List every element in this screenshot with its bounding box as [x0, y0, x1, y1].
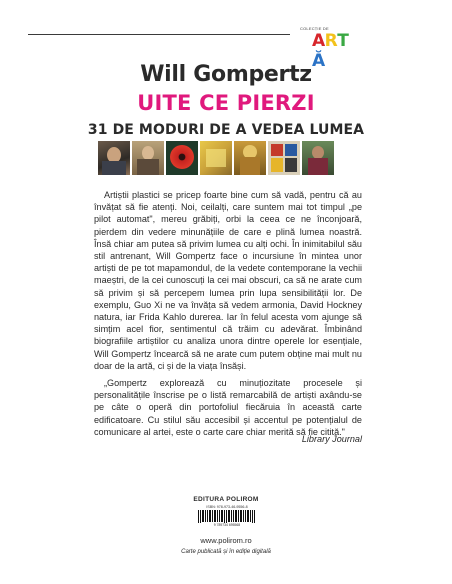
description-paragraph: Artiștii plastici se pricep foarte bine cum să vadă, pentru că au învățat să fie atenți. Noi, ceilalți, care suntem mai tot timpul „pe pilot automat", mereu grăbiți, orbi la ceea ce ne înconjoară, pierdem din vedere minunățiile de care e plină lumea noastră. Însă chiar am putea să privim lumea cu alți ochi. În inimitabilul său stil antrenant, Will Gompertz face o incursiune în mintea unor artiști de pe tot mapamondul, de la vedete contemporane la vechii maeștri, de la cei cunoscuți la cei mai obscuri, ca să ne arate cum să privim și să percepem lumea prin lupa sensibilității lor. De exemplu, Guo Xi ne va învăța să vedem armonia, David Hockney natura, iar Frida Kahlo durerea. Iar în felul acesta vom ajunge să simțim acel fior, sentimentul că trăim cu adevărat. Îmbinând biografiile artiștilor cu analiza unora dintre operele lor esențiale, Will Gompertz încearcă să ne arate cum putem obține mai mult nu doar de la artă, ci și de la viața însăși.	[94, 190, 362, 371]
publisher-website: www.polirom.ro	[200, 536, 252, 545]
barcode-number: 9 789734 695568	[213, 523, 241, 527]
publisher-name: EDITURA POLIROM	[193, 496, 259, 503]
artwork-thumbnail	[302, 141, 334, 175]
collection-label: COLECȚIE DE	[300, 26, 329, 31]
artwork-thumbnail	[98, 141, 130, 175]
artwork-thumbnail	[166, 141, 198, 175]
top-rule	[28, 34, 290, 35]
collection-word: ARTĂ	[312, 31, 349, 71]
isbn-text: ISBN: 978-973-46-9556-8	[206, 505, 248, 509]
book-description	[94, 189, 362, 372]
barcode-icon	[198, 510, 256, 523]
quote-text: „Gompertz explorează cu minuțiozitate procesele și personalitățile înscrise pe o listă remarcabilă de artiști axându-se pe câte o operă din portofoliul fiecăruia în această carte edificatoare. Cu stilul său accesibil și accentul pe potențialul de comunicare al artei, este o carte care chiar merită să fie citită."	[94, 378, 362, 437]
artwork-thumbnail	[234, 141, 266, 175]
book-subtitle: 31 DE MODURI DE A VEDEA LUMEA	[87, 122, 365, 138]
artwork-thumbnail	[200, 141, 232, 175]
digital-edition-note: Carte publicată și în ediție digitală	[181, 549, 271, 555]
isbn-barcode	[196, 505, 258, 529]
quote-source: Library Journal	[301, 434, 362, 444]
artwork-thumbnail	[132, 141, 164, 175]
author-name: Will Gompertz	[140, 62, 312, 87]
book-title: UITE CE PIERZI	[137, 91, 315, 115]
collection-logo	[300, 26, 358, 71]
artwork-thumbnail	[268, 141, 300, 175]
review-quote	[94, 377, 362, 438]
artwork-strip	[98, 141, 358, 175]
